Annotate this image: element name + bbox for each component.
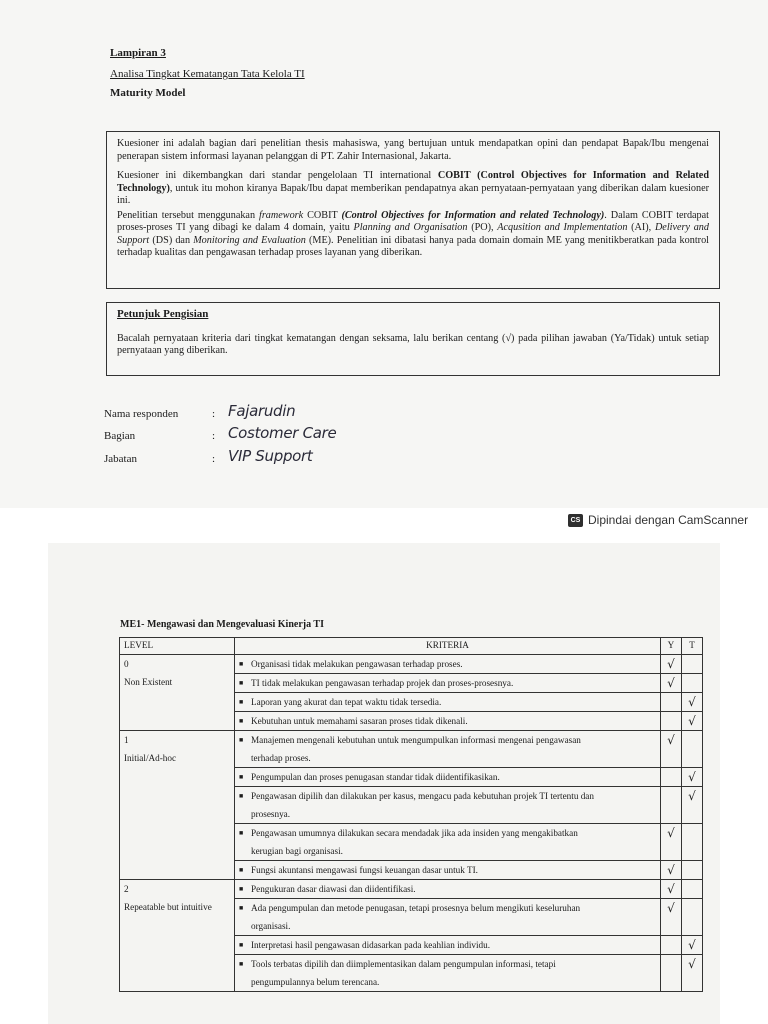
no-check-cell[interactable]: √ bbox=[682, 787, 703, 824]
questionnaire-cover-page bbox=[0, 0, 768, 508]
no-header: T bbox=[682, 638, 703, 655]
intro-box bbox=[106, 131, 720, 289]
level-name: Initial/Ad-hoc bbox=[124, 753, 177, 763]
maturity-model-heading: Maturity Model bbox=[110, 87, 186, 99]
bullet-icon: ■ bbox=[239, 773, 244, 781]
yes-check-cell[interactable]: √ bbox=[661, 861, 682, 880]
colon: : bbox=[212, 408, 216, 420]
level-cell bbox=[120, 655, 235, 731]
yes-check-cell[interactable] bbox=[661, 712, 682, 731]
criteria-text: organisasi. bbox=[251, 921, 291, 931]
yes-check-cell[interactable] bbox=[661, 768, 682, 787]
bullet-icon: ■ bbox=[239, 679, 244, 687]
criteria-page bbox=[48, 543, 720, 1024]
criteria-text: Pengumpulan dan proses penugasan standar tidak diidentifikasikan. bbox=[251, 772, 500, 782]
criteria-cell bbox=[235, 899, 661, 936]
criteria-text: Manajemen mengenali kebutuhan untuk mengumpulkan informasi mengenai pengawasan bbox=[251, 735, 581, 745]
no-check-cell[interactable] bbox=[682, 674, 703, 693]
bullet-icon: ■ bbox=[239, 698, 244, 706]
bullet-icon: ■ bbox=[239, 717, 244, 725]
criteria-text: Pengawasan dipilih dan dilakukan per kasus, mengacu pada kebutuhan projek TI tertentu dan bbox=[251, 791, 594, 801]
yes-check-cell[interactable]: √ bbox=[661, 674, 682, 693]
criteria-cell bbox=[235, 768, 661, 787]
criteria-text: kerugian bagi organisasi. bbox=[251, 846, 343, 856]
criteria-cell bbox=[235, 712, 661, 731]
intro-paragraph-1: Kuesioner ini adalah bagian dari penelitian thesis mahasiswa, yang bertujuan untuk mendapatkan opini dan pendapat Bapak/Ibu mengenai penerapan sistem informasi layanan pelanggan di PT. Zahir Internasional, Jakarta. bbox=[117, 138, 709, 162]
no-check-cell[interactable]: √ bbox=[682, 693, 703, 712]
criteria-text: Interpretasi hasil pengawasan didasarkan pada keahlian individu. bbox=[251, 940, 491, 950]
bullet-icon: ■ bbox=[239, 885, 244, 893]
respondent-department-value: Costomer Care bbox=[228, 424, 337, 442]
criteria-cell bbox=[235, 880, 661, 899]
yes-check-cell[interactable] bbox=[661, 787, 682, 824]
criteria-cell bbox=[235, 861, 661, 880]
criteria-header: KRITERIA bbox=[235, 638, 661, 655]
respondent-name-label: Nama responden bbox=[104, 408, 179, 420]
yes-header: Y bbox=[661, 638, 682, 655]
criteria-text: TI tidak melakukan pengawasan terhadap projek dan proses-prosesnya. bbox=[251, 678, 514, 688]
bullet-icon: ■ bbox=[239, 904, 244, 912]
criteria-cell bbox=[235, 955, 661, 992]
no-check-cell[interactable]: √ bbox=[682, 712, 703, 731]
criteria-text: Kebutuhan untuk memahami sasaran proses tidak dikenali. bbox=[251, 716, 468, 726]
bullet-icon: ■ bbox=[239, 941, 244, 949]
yes-check-cell[interactable]: √ bbox=[661, 824, 682, 861]
no-check-cell[interactable] bbox=[682, 880, 703, 899]
table-title: ME1- Mengawasi dan Mengevaluasi Kinerja TI bbox=[120, 619, 324, 630]
instructions-text: Bacalah pernyataan kriteria dari tingkat kematangan dengan seksama, lalu berikan centang (√) pada pilihan jawaban (Ya/Tidak) untuk setiap pernyataan yang diberikan. bbox=[117, 332, 709, 356]
respondent-position-value: VIP Support bbox=[228, 447, 313, 465]
criteria-cell bbox=[235, 674, 661, 693]
camscanner-text: Dipindai dengan CamScanner bbox=[588, 513, 749, 527]
criteria-text: pengumpulannya belum terencana. bbox=[251, 977, 380, 987]
colon: : bbox=[212, 453, 216, 465]
criteria-text: Organisasi tidak melakukan pengawasan terhadap proses. bbox=[251, 659, 463, 669]
level-number: 2 bbox=[124, 884, 129, 894]
criteria-cell bbox=[235, 731, 661, 768]
table-row bbox=[120, 880, 703, 899]
intro-paragraph-2: Kuesioner ini dikembangkan dari standar pengelolaan TI international COBIT (Control Objectives for Information and Related Technology), untuk itu mohon kiranya Bapak/Ibu dapat memberikan pendapatnya akan pernyataan-pernyataan yang diberikan dalam kuesioner ini. bbox=[117, 170, 709, 206]
criteria-text: prosesnya. bbox=[251, 809, 291, 819]
respondent-name-value: Fajarudin bbox=[228, 402, 296, 420]
yes-check-cell[interactable]: √ bbox=[661, 899, 682, 936]
yes-check-cell[interactable] bbox=[661, 693, 682, 712]
level-cell bbox=[120, 880, 235, 992]
analysis-subtitle: Analisa Tingkat Kematangan Tata Kelola TI bbox=[110, 68, 305, 80]
level-name: Repeatable but intuitive bbox=[124, 902, 212, 912]
criteria-text: Ada pengumpulan dan metode penugasan, tetapi prosesnya belum mengikuti keseluruhan bbox=[251, 903, 581, 913]
no-check-cell[interactable] bbox=[682, 861, 703, 880]
criteria-text: Fungsi akuntansi mengawasi fungsi keuangan dasar untuk TI. bbox=[251, 865, 478, 875]
criteria-cell bbox=[235, 693, 661, 712]
criteria-table bbox=[119, 637, 703, 992]
criteria-cell bbox=[235, 655, 661, 674]
bullet-icon: ■ bbox=[239, 792, 244, 800]
criteria-text: Pengawasan umumnya dilakukan secara mendadak jika ada insiden yang mengakibatkan bbox=[251, 828, 578, 838]
criteria-cell bbox=[235, 787, 661, 824]
criteria-text: Tools terbatas dipilih dan diimplementasikan dalam pengumpulan informasi, tetapi bbox=[251, 959, 556, 969]
bullet-icon: ■ bbox=[239, 960, 244, 968]
colon: : bbox=[212, 430, 216, 442]
no-check-cell[interactable] bbox=[682, 655, 703, 674]
bullet-icon: ■ bbox=[239, 660, 244, 668]
bullet-icon: ■ bbox=[239, 736, 244, 744]
camscanner-watermark bbox=[568, 513, 748, 527]
table-row bbox=[120, 731, 703, 768]
level-header: LEVEL bbox=[120, 638, 235, 655]
camscanner-icon: CS bbox=[568, 514, 583, 527]
criteria-text: Pengukuran dasar diawasi dan diidentifikasi. bbox=[251, 884, 416, 894]
table-header-row bbox=[120, 638, 703, 655]
instructions-box bbox=[106, 302, 720, 376]
level-cell bbox=[120, 731, 235, 880]
no-check-cell[interactable]: √ bbox=[682, 936, 703, 955]
criteria-text: Laporan yang akurat dan tepat waktu tidak tersedia. bbox=[251, 697, 442, 707]
criteria-cell bbox=[235, 824, 661, 861]
level-number: 0 bbox=[124, 659, 129, 669]
no-check-cell[interactable]: √ bbox=[682, 955, 703, 992]
table-row bbox=[120, 655, 703, 674]
no-check-cell[interactable] bbox=[682, 899, 703, 936]
attachment-heading: Lampiran 3 bbox=[110, 47, 166, 59]
no-check-cell[interactable] bbox=[682, 731, 703, 768]
respondent-department-label: Bagian bbox=[104, 430, 136, 442]
level-name: Non Existent bbox=[124, 677, 173, 687]
yes-check-cell[interactable] bbox=[661, 936, 682, 955]
intro-paragraph-3: Penelitian tersebut menggunakan framework COBIT (Control Objectives for Information and related Technology). Dalam COBIT terdapat proses-proses TI yang dibagi ke dalam 4 domain, yaitu Planning and Organisation (PO), Acqusition and Implementation (AI), Delivery and Support (DS) dan Monitoring and Evaluation (ME). Penelitian ini dibatasi hanya pada domain domain ME yang menitikberatkan pada kontrol terhadap kualitas dan pengawasan terhadap proses layanan yang diberikan. bbox=[117, 209, 710, 258]
yes-check-cell[interactable]: √ bbox=[661, 731, 682, 768]
criteria-cell bbox=[235, 936, 661, 955]
no-check-cell[interactable] bbox=[682, 824, 703, 861]
no-check-cell[interactable]: √ bbox=[682, 768, 703, 787]
level-number: 1 bbox=[124, 735, 129, 745]
yes-check-cell[interactable]: √ bbox=[661, 655, 682, 674]
bullet-icon: ■ bbox=[239, 866, 244, 874]
respondent-position-label: Jabatan bbox=[104, 453, 137, 465]
bullet-icon: ■ bbox=[239, 829, 244, 837]
yes-check-cell[interactable]: √ bbox=[661, 880, 682, 899]
yes-check-cell[interactable] bbox=[661, 955, 682, 992]
criteria-text: terhadap proses. bbox=[251, 753, 311, 763]
instructions-title: Petunjuk Pengisian bbox=[117, 308, 209, 320]
